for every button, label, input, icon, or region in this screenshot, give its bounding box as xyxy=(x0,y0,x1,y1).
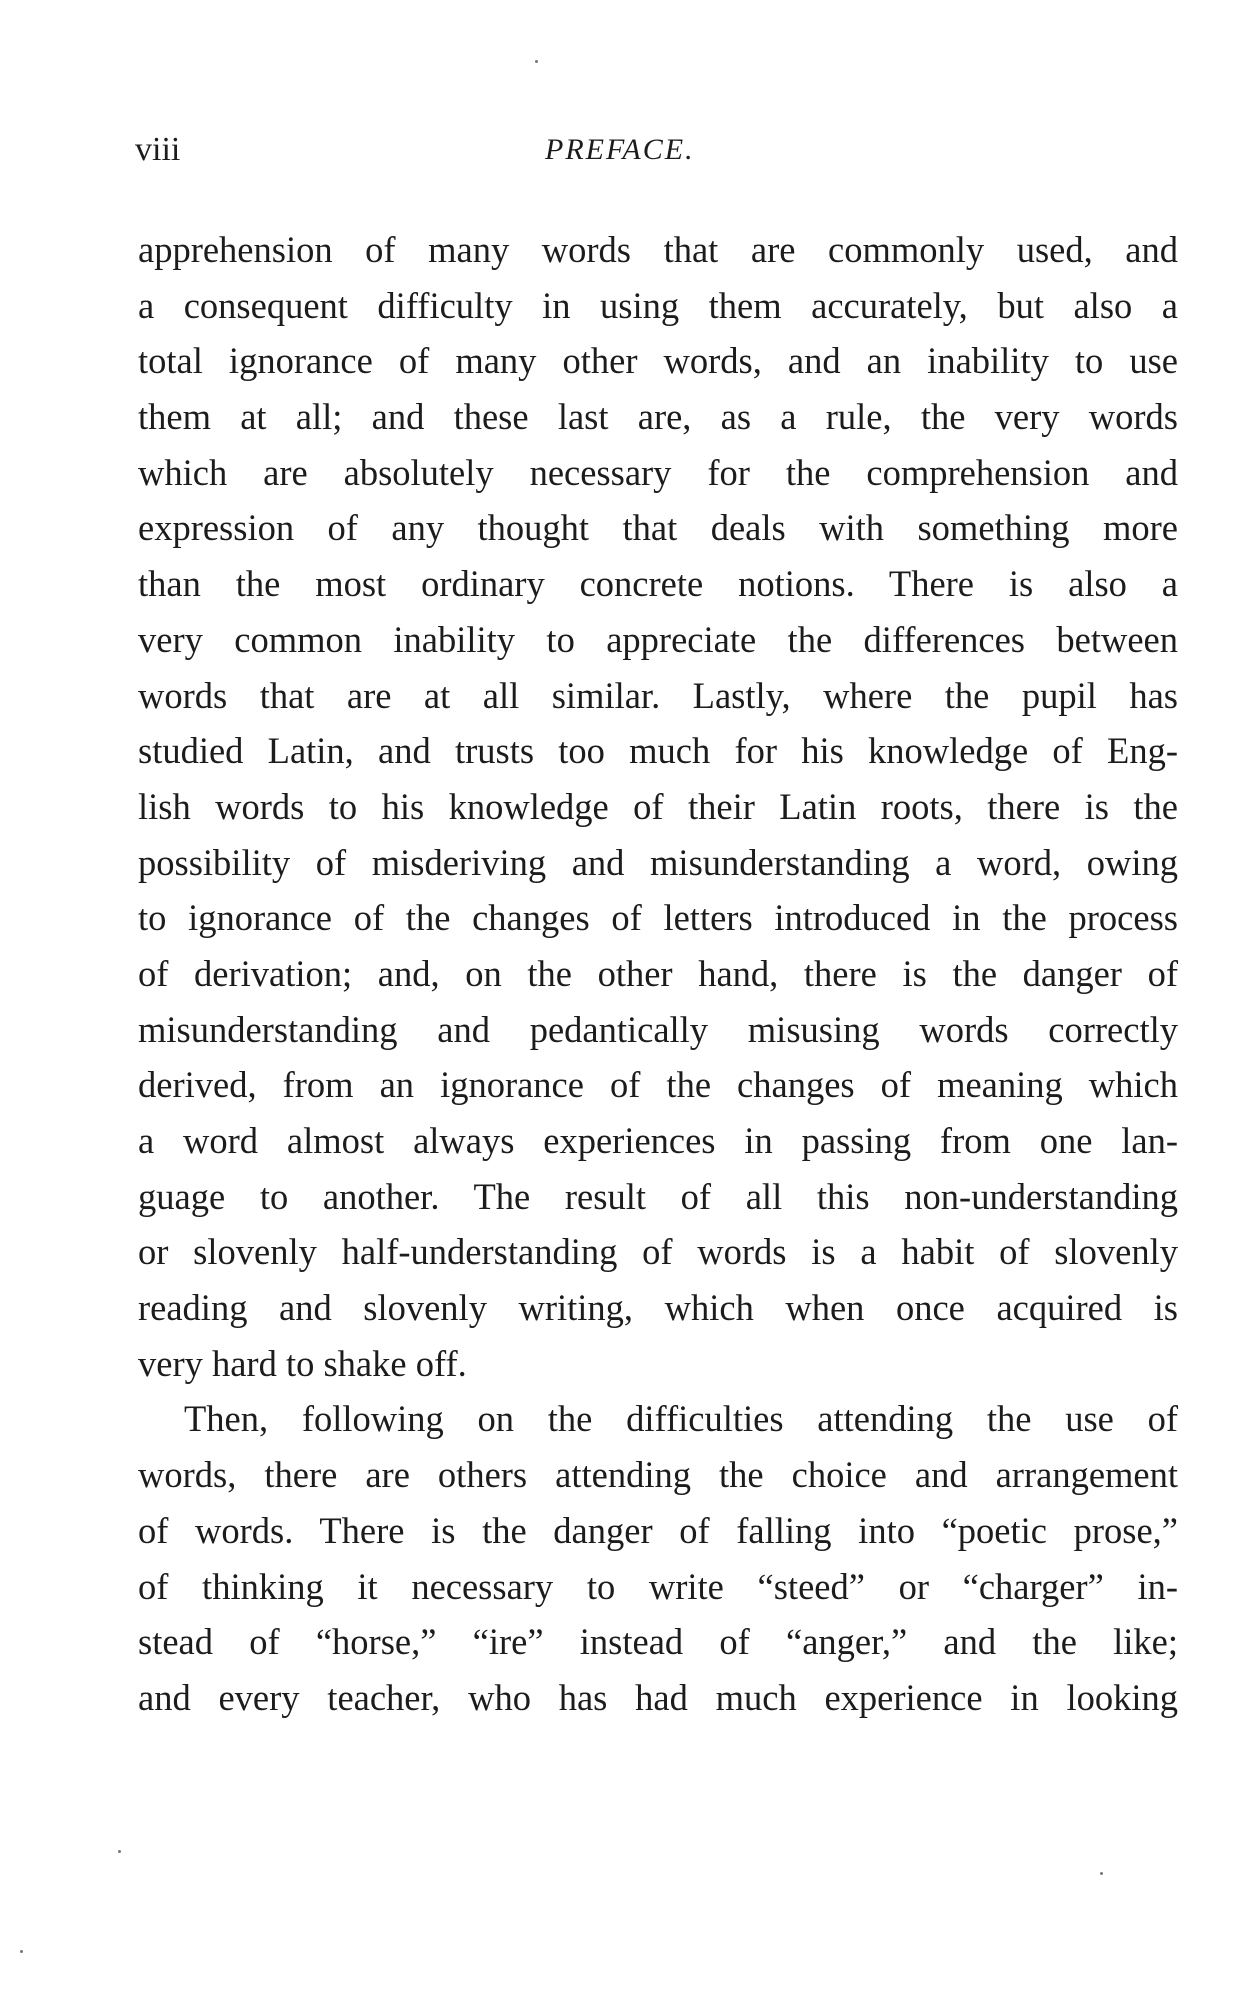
text-line: words that are at all similar. Lastly, where the pupil has xyxy=(138,674,1178,716)
text-line: of words. There is the danger of falling into “poetic prose,” xyxy=(138,1509,1178,1551)
text-line: guage to another. The result of all this non-understanding xyxy=(138,1175,1178,1217)
text-line: a consequent difficulty in using them accurately, but also a xyxy=(138,284,1178,326)
text-line: studied Latin, and trusts too much for his knowledge of Eng- xyxy=(138,730,1178,772)
text-line: which are absolutely necessary for the comprehension and xyxy=(138,451,1178,493)
text-line: a word almost always experiences in passing from one lan- xyxy=(138,1120,1178,1161)
page-number: viii xyxy=(135,131,181,168)
text-line: and every teacher, who has had much experience in looking xyxy=(138,1676,1178,1718)
running-title: PREFACE. xyxy=(545,133,695,166)
text-line: total ignorance of many other words, and an inability to use xyxy=(138,340,1178,382)
text-line: them at all; and these last are, as a rule, the very words xyxy=(138,396,1178,438)
text-line: of thinking it necessary to write “steed” or “charger” in- xyxy=(138,1565,1178,1607)
text-line: stead of “horse,” “ire” instead of “anger,” and the like; xyxy=(138,1621,1178,1663)
text-line: or slovenly half-understanding of words is a habit of slovenly xyxy=(138,1231,1178,1273)
text-line: of derivation; and, on the other hand, there is the danger of xyxy=(138,952,1178,994)
text-line: expression of any thought that deals with something more xyxy=(138,507,1178,549)
text-line: derived, from an ignorance of the changes of meaning which xyxy=(138,1064,1178,1106)
text-line: reading and slovenly writing, which when once acquired is xyxy=(138,1287,1178,1329)
running-head xyxy=(135,128,955,172)
paper-speck xyxy=(535,60,538,63)
text-line: misunderstanding and pedantically misusing words correctly xyxy=(138,1008,1178,1050)
text-line: lish words to his knowledge of their Latin roots, there is the xyxy=(138,785,1178,827)
paper-speck xyxy=(20,1950,23,1953)
text-line: very hard to shake off. xyxy=(138,1342,467,1384)
paragraph-first-line: Then, following on the difficulties attending the use of xyxy=(184,1398,1178,1440)
paper-speck xyxy=(1100,1872,1103,1875)
text-line: to ignorance of the changes of letters introduced in the process xyxy=(138,897,1178,939)
text-line: than the most ordinary concrete notions. There is also a xyxy=(138,563,1178,605)
text-line: words, there are others attending the choice and arrangement xyxy=(138,1454,1178,1496)
text-line: possibility of misderiving and misunderstanding a word, owing xyxy=(138,841,1178,883)
text-line: apprehension of many words that are commonly used, and xyxy=(138,229,1178,270)
body-text xyxy=(138,222,1178,1726)
paper-speck xyxy=(118,1850,121,1853)
text-line: very common inability to appreciate the differences between xyxy=(138,618,1178,660)
